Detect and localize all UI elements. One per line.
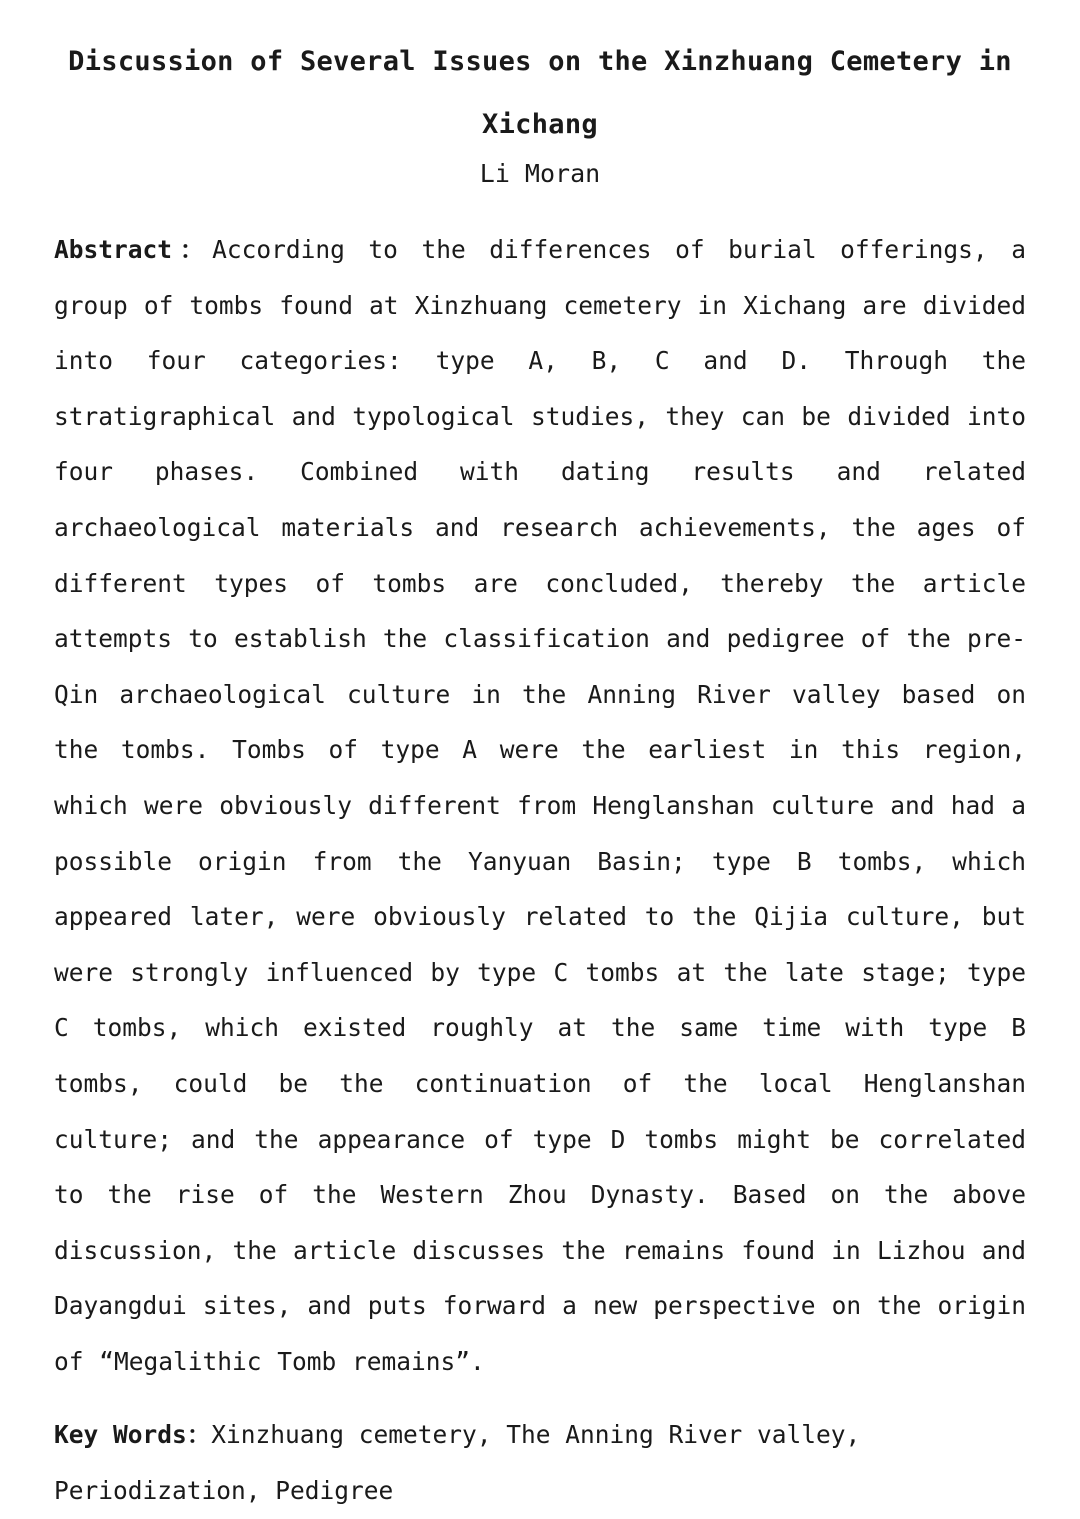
abstract-paragraph [54, 222, 1026, 1389]
paper-page [54, 0, 1026, 1519]
keywords-label: Key Words： [54, 1420, 212, 1450]
abstract-label: Abstract： [54, 235, 213, 264]
paper-title: Discussion of Several Issues on the Xinzhuang Cemetery in Xichang [68, 46, 1012, 140]
author-name: Li Moran [479, 159, 601, 188]
abstract-text: According to the differences of burial offerings, a group of tombs found at Xinzhuang cemetery in Xichang are divided into four categories: type A, B, C and D. Through the stratigraphical and typological studies, they can be divided into four phases. Combined with dating results and related archaeological materials and research achievements, the ages of different types of tombs are concluded, thereby the article attempts to establish the classification and pedigree of the pre-Qin archaeological culture in the Anning River valley based on the tombs. Tombs of type A were the earliest in this region, which were obviously different from Henglanshan culture and had a possible origin from the Yanyuan Basin; type B tombs, which appeared later, were obviously related to the Qijia culture, but were strongly influenced by type C tombs at the late stage; type C tombs, which existed roughly at the same time with type B tombs, could be the continuation of the local Henglanshan culture; and the appearance of type D tombs might be correlated to the rise of the Western Zhou Dynasty. Based on the above discussion, the article discusses the remains found in Lizhou and Dayangdui sites, and puts forward a new perspective on the origin of “Megalithic Tomb remains”. [54, 235, 1026, 1376]
keywords-text: Xinzhuang cemetery, The Anning River valley, Periodization, Pedigree [54, 1420, 861, 1506]
keywords-paragraph [54, 1407, 1026, 1519]
